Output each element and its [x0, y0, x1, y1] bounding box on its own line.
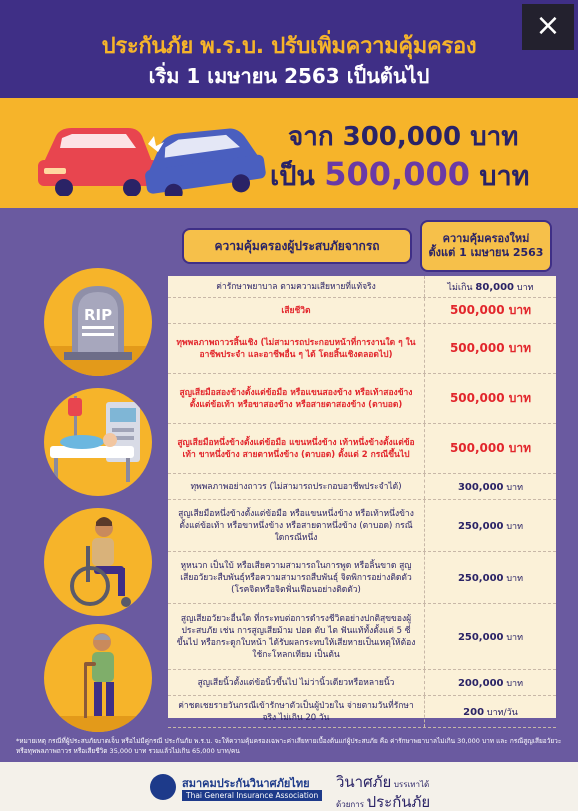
table-row — [168, 552, 556, 604]
amount-value: 300,000 — [457, 481, 504, 493]
coverage-amount-cell — [424, 324, 556, 373]
coverage-amount-cell — [424, 696, 556, 727]
amount-value: 500,000 บาท — [449, 441, 532, 455]
table-row — [168, 298, 556, 324]
amount-value: 250,000 — [457, 631, 504, 643]
slogan2-small: ด้วยการ — [336, 800, 367, 809]
slogan2-big: ประกันภัย — [366, 793, 431, 811]
amount-text — [458, 630, 523, 644]
amount-text — [458, 480, 523, 494]
table-row — [168, 424, 556, 474]
coverage-to — [270, 154, 529, 197]
amount-prefix: ไม่เกิน — [447, 282, 476, 293]
elderly-walker-icon — [44, 624, 152, 732]
amount-value: 500,000 บาท — [449, 341, 532, 355]
table-row — [168, 324, 556, 374]
coverage-amount-cell — [424, 474, 556, 499]
coverage-amount-cell — [424, 298, 556, 323]
association-name-en: Thai General Insurance Association — [182, 790, 322, 801]
coverage-description: สูญเสียมือหนึ่งข้างตั้งแต่ข้อมือ แขนหนึ่งข้าง เท้าหนึ่งข้างตั้งแต่ข้อเท้า ขาหนึ่งข้าง สายตาหนึ่งข้าง (ตาบอด) ตั้งแต่ 2 กรณีขึ้นไป — [177, 437, 415, 460]
amount-text — [450, 439, 531, 458]
amount-unit: บาท — [503, 521, 524, 532]
footnote: *หมายเหตุ กรณีที่ผู้ประสบภัยบาดเจ็บ หรือไม่มีคู่กรณี ประกันภัย พ.ร.บ. จะให้ความคุ้มครองเฉพาะค่าเสียหายเบื้องต้นแก่ผู้ประสบภัย คือ ค่ารักษาพยาบาลไม่เกิน 30,000 บาท และ กรณีสูญเสียอวัยวะหรือทุพพลภาพถาวร หรือเสียชีวิต 35,000 บาท รวมแล้วไม่เกิน 65,000 บาท/คน — [16, 737, 562, 755]
coverage-description: ทุพพลภาพถาวรสิ้นเชิง (ไม่สามารถประกอบหน้าที่การงานใด ๆ ในอาชีพประจำ และอาชีพอื่น ๆ ได้ โดยสิ้นเชิงตลอดไป) — [176, 337, 416, 360]
amount-value: 250,000 — [457, 520, 504, 532]
amount-text — [450, 389, 531, 408]
amount-value: 500,000 บาท — [449, 391, 532, 405]
amount-text — [450, 301, 531, 320]
association-logo-icon — [150, 774, 176, 800]
coverage-to-prefix: เป็น — [270, 161, 325, 192]
coverage-description: สูญเสียอวัยวะอื่นใด ที่กระทบต่อการดำรงชีวิตอย่างปกติสุขของผู้ประสบภัย เช่น การสูญเสียม้าม ปอด ตับ ไต ฟันแท้ทั้งตั้งแต่ 5 ซี่ ขึ้นไป หรือกระดูกใบหน้า ได้รับผลกระทบให้เสียหายเป็นเหตุให้ต้องใช้กะโหลกเทียม เป็นต้น — [176, 613, 416, 660]
coverage-amount-cell — [424, 604, 556, 669]
amount-text — [458, 519, 523, 533]
footer — [0, 762, 578, 811]
amount-value: 80,000 — [475, 281, 515, 293]
column-header-new-coverage — [420, 220, 552, 272]
coverage-table — [168, 276, 556, 723]
amount-unit: บาท — [503, 482, 524, 493]
coverage-description: สูญเสียนิ้วตั้งแต่ข้อนิ้วขึ้นไป ไม่ว่านิ้วเดียวหรือหลายนิ้ว — [197, 677, 395, 688]
car-crash-icon — [36, 114, 266, 196]
table-row — [168, 374, 556, 424]
coverage-description: ค่าชดเชยรายวันกรณีเข้ารักษาตัวเป็นผู้ป่วยใน จ่ายตามวันที่รักษาจริง ไม่เกิน 20 วัน — [178, 700, 414, 723]
coverage-amount-cell — [424, 670, 556, 695]
table-row — [168, 276, 556, 298]
column-header-new-line1: ความคุ้มครองใหม่ — [442, 232, 530, 245]
amount-value: 200,000 — [457, 677, 504, 689]
coverage-amount-cell — [424, 552, 556, 603]
table-row — [168, 474, 556, 500]
table-row — [168, 696, 556, 728]
coverage-to-suffix: บาท — [469, 161, 530, 192]
association-name-th: สมาคมประกันวินาศภัยไทย — [182, 777, 310, 790]
column-header-coverage: ความคุ้มครองผู้ประสบภัยจากรถ — [182, 228, 412, 264]
amount-value: 500,000 บาท — [449, 303, 532, 317]
amount-text — [447, 280, 533, 294]
page-title: ประกันภัย พ.ร.บ. ปรับเพิ่มความคุ้มครอง — [101, 34, 477, 59]
table-row — [168, 604, 556, 670]
coverage-amount-cell — [424, 424, 556, 473]
amount-unit: บาท — [503, 632, 524, 643]
header — [0, 0, 578, 98]
coverage-description: สูญเสียมือสองข้างตั้งแต่ข้อมือ หรือแขนสองข้าง หรือเท้าสองข้างตั้งแต่ข้อเท้า หรือขาสองข้าง หรือสายตาสองข้าง (ตาบอด) — [179, 387, 413, 410]
table-row — [168, 500, 556, 552]
amount-unit: บาท — [514, 282, 534, 293]
amount-value: 250,000 — [457, 572, 504, 584]
amount-value: 200 — [463, 706, 485, 718]
coverage-banner — [0, 98, 578, 208]
coverage-to-amount: 500,000 — [324, 155, 470, 193]
rip-tombstone-icon — [44, 268, 152, 376]
coverage-amount-cell — [424, 500, 556, 551]
coverage-amount-cell — [424, 374, 556, 423]
amount-text — [463, 705, 518, 719]
svg-text:RIP: RIP — [83, 306, 113, 324]
amount-text — [450, 339, 531, 358]
coverage-from: จาก 300,000 บาท — [288, 122, 519, 152]
close-button[interactable]: × — [522, 4, 574, 50]
coverage-description: สูญเสียมือหนึ่งข้างตั้งแต่ข้อมือ หรือแขนหนึ่งข้าง หรือเท้าหนึ่งข้างตั้งแต่ข้อเท้า หรือขาหนึ่งข้าง หรือสายตาหนึ่งข้าง (ตาบอด) กรณีใดกรณีหนึ่ง — [178, 508, 414, 543]
coverage-description: เสียชีวิต — [281, 305, 311, 316]
slogan1-big: วินาศภัย — [336, 773, 392, 791]
amount-unit: บาท — [503, 678, 524, 689]
coverage-description: หูหนวก เป็นใบ้ หรือเสียความสามารถในการพูด หรือลิ้นขาด สูญเสียอวัยวะสืบพันธุ์หรือความสามารถสืบพันธุ์ จิตพิการอย่างติดตัว (โรคจิตหรือจิตฟั่นเฟือนอย่างติดตัว) — [180, 560, 412, 595]
amount-unit: บาท/วัน — [484, 707, 518, 718]
amount-text — [458, 676, 523, 690]
amount-unit: บาท — [503, 573, 524, 584]
amount-text — [458, 571, 523, 585]
column-header-new-line2: ตั้งแต่ 1 เมษายน 2563 — [428, 246, 544, 259]
coverage-description: ค่ารักษาพยาบาล ตามความเสียหายที่แท้จริง — [216, 281, 376, 292]
coverage-amount-cell — [424, 276, 556, 297]
coverage-description: ทุพพลภาพอย่างถาวร (ไม่สามารถประกอบอาชีพประจำได้) — [190, 481, 402, 492]
page-subtitle: เริ่ม 1 เมษายน 2563 เป็นต้นไป — [148, 64, 430, 88]
table-row — [168, 670, 556, 696]
wheelchair-person-icon — [44, 508, 152, 616]
slogan1-small: บรรเทาได้ — [391, 780, 430, 789]
slogan-line2 — [336, 790, 430, 811]
hospital-bed-icon — [44, 388, 152, 496]
